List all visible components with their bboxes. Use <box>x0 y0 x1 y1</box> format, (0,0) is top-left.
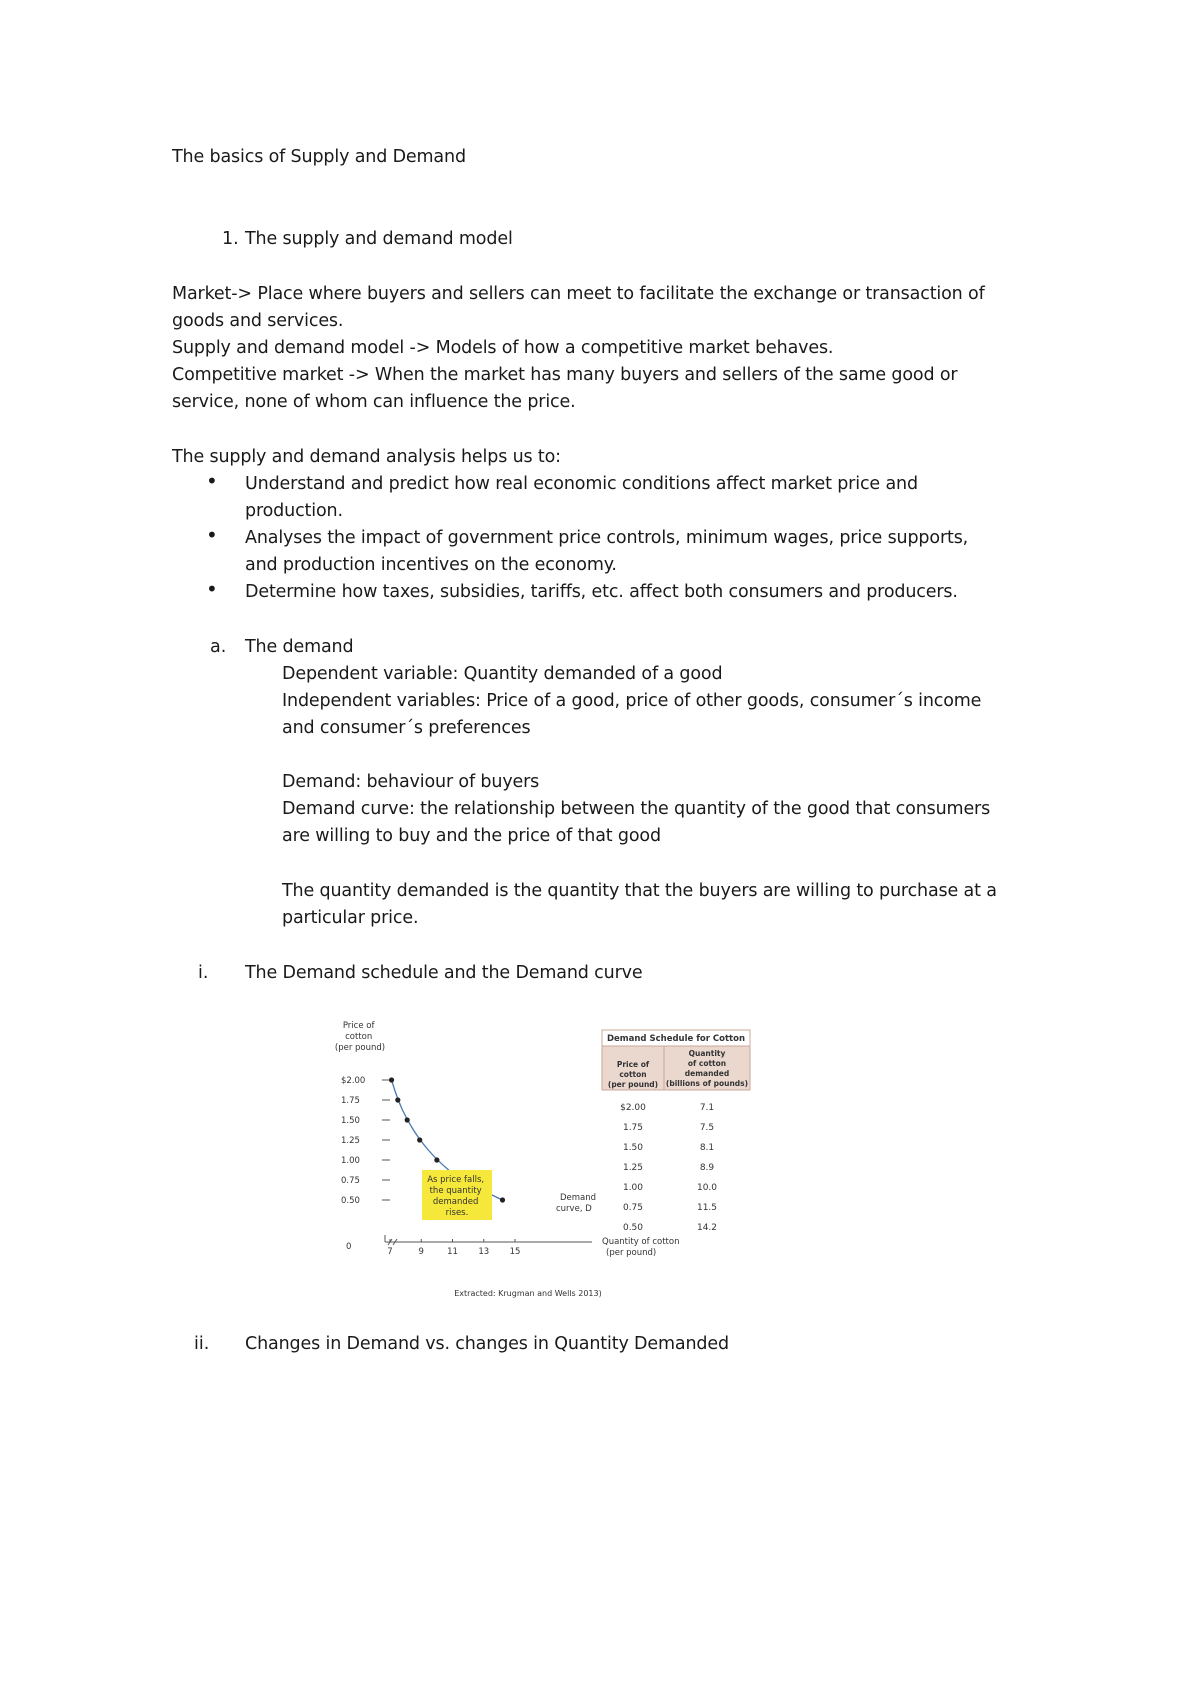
annotation-line: As price falls, <box>427 1175 485 1185</box>
table-header-text: (per pound) <box>607 1080 659 1089</box>
section-heading: The supply and demand model <box>245 229 513 249</box>
y-tick-label: 0 <box>346 1242 352 1252</box>
paragraph-line: Demand: behaviour of buyers <box>282 772 540 792</box>
table-cell: 10.0 <box>696 1183 718 1193</box>
subsection-number: a. <box>210 637 227 657</box>
list-item: and production incentives on the economy. <box>245 555 617 575</box>
table-cell: 7.5 <box>699 1123 715 1133</box>
paragraph-line: and consumer´s preferences <box>282 718 531 738</box>
subsection-number: ii. <box>194 1334 210 1354</box>
x-tick-label: 15 <box>509 1247 521 1257</box>
y-axis-label-line: (per pound) <box>334 1043 386 1053</box>
table-cell: 8.1 <box>699 1143 715 1153</box>
y-tick-label: $2.00 <box>341 1076 366 1086</box>
paragraph-line: service, none of whom can influence the price. <box>172 392 576 412</box>
table-header-text: of cotton <box>687 1059 727 1068</box>
x-axis-label <box>602 1237 682 1258</box>
x-tick-label: 11 <box>447 1247 458 1257</box>
y-axis-ticks <box>341 1076 390 1252</box>
data-point <box>395 1097 400 1102</box>
paragraph-line: Supply and demand model -> Models of how a competitive market behaves. <box>172 338 834 358</box>
table-cell: $2.00 <box>620 1103 646 1113</box>
y-tick-label: 0.75 <box>341 1176 360 1186</box>
paragraph-line: The supply and demand analysis helps us to: <box>172 447 561 467</box>
x-axis-label-line: Quantity of cotton <box>602 1237 680 1247</box>
list-item: Determine how taxes, subsidies, tariffs, etc. affect both consumers and producers. <box>245 582 958 602</box>
y-tick-label: 1.25 <box>341 1136 360 1146</box>
x-tick-label: 7 <box>387 1247 393 1257</box>
curve-label-line: curve, D <box>556 1204 592 1214</box>
y-tick-label: 1.50 <box>341 1116 360 1126</box>
paragraph-line: Independent variables: Price of a good, price of other goods, consumer´s income <box>282 691 982 711</box>
bullet-icon: • <box>206 469 218 493</box>
doc-title: The basics of Supply and Demand <box>172 147 466 167</box>
paragraph-line: particular price. <box>282 908 419 928</box>
subsection-heading: Changes in Demand vs. changes in Quantity Demanded <box>245 1334 729 1354</box>
y-tick-label: 1.00 <box>341 1156 360 1166</box>
table-cell: 0.50 <box>622 1223 644 1233</box>
table-cell: 1.00 <box>622 1183 644 1193</box>
table-cell: 8.9 <box>699 1163 715 1173</box>
paragraph-line: Competitive market -> When the market has many buyers and sellers of the same good or <box>172 365 958 385</box>
paragraph-line: are willing to buy and the price of that good <box>282 826 661 846</box>
x-tick-label: 9 <box>418 1247 424 1257</box>
bullet-icon: • <box>206 577 218 601</box>
subsection-heading: The demand <box>245 637 354 657</box>
table-header-text: Price of <box>616 1060 650 1069</box>
data-point <box>500 1197 505 1202</box>
data-point <box>417 1137 422 1142</box>
table-header-text: cotton <box>619 1070 647 1079</box>
demand-figure <box>330 1010 780 1310</box>
annotation-line: demanded <box>432 1197 479 1207</box>
bullet-icon: • <box>206 523 218 547</box>
subsection-heading: The Demand schedule and the Demand curve <box>245 963 643 983</box>
y-axis-label-line: Price of <box>342 1021 375 1031</box>
curve-label-line: Demand <box>560 1193 597 1203</box>
y-tick-label: 0.50 <box>341 1196 360 1206</box>
paragraph-line: Market-> Place where buyers and sellers can meet to facilitate the exchange or transaction of <box>172 284 985 304</box>
data-point <box>434 1157 439 1162</box>
table-header-text: demanded <box>684 1069 730 1078</box>
section-number: 1. <box>222 229 239 249</box>
data-point <box>405 1117 410 1122</box>
table-header-text: Quantity <box>688 1049 726 1058</box>
x-tick-label: 13 <box>478 1247 490 1257</box>
table-cell: 1.50 <box>622 1143 644 1153</box>
figure-source: Extracted: Krugman and Wells 2013) <box>454 1289 602 1298</box>
paragraph-line: Demand curve: the relationship between the quantity of the good that consumers <box>282 799 991 819</box>
table-cell: 7.1 <box>699 1103 715 1113</box>
list-item: production. <box>245 501 343 521</box>
list-item: Understand and predict how real economic conditions affect market price and <box>245 474 918 494</box>
list-item: Analyses the impact of government price controls, minimum wages, price supports, <box>245 528 969 548</box>
table-cell: 11.5 <box>696 1203 718 1213</box>
data-point <box>389 1077 394 1082</box>
annotation-line: rises. <box>445 1208 469 1218</box>
table-header-text: (billions of pounds) <box>665 1079 749 1088</box>
paragraph-line: The quantity demanded is the quantity that the buyers are willing to purchase at a <box>282 881 997 901</box>
x-axis-label-line: (per pound) <box>606 1248 657 1258</box>
y-tick-label: 1.75 <box>341 1096 360 1106</box>
table-cell: 0.75 <box>622 1203 644 1213</box>
curve-label <box>556 1193 599 1214</box>
annotation-line: the quantity <box>429 1186 482 1196</box>
y-axis-label-line: cotton <box>345 1032 373 1042</box>
paragraph-line: Dependent variable: Quantity demanded of a good <box>282 664 723 684</box>
table-title: Demand Schedule for Cotton <box>606 1034 746 1044</box>
y-axis-label <box>335 1021 385 1053</box>
table-cell: 14.2 <box>696 1223 718 1233</box>
table-cell: 1.75 <box>622 1123 644 1133</box>
demand-schedule-table <box>602 1030 750 1233</box>
subsection-number: i. <box>198 963 209 983</box>
paragraph-line: goods and services. <box>172 311 344 331</box>
table-cell: 1.25 <box>622 1163 644 1173</box>
